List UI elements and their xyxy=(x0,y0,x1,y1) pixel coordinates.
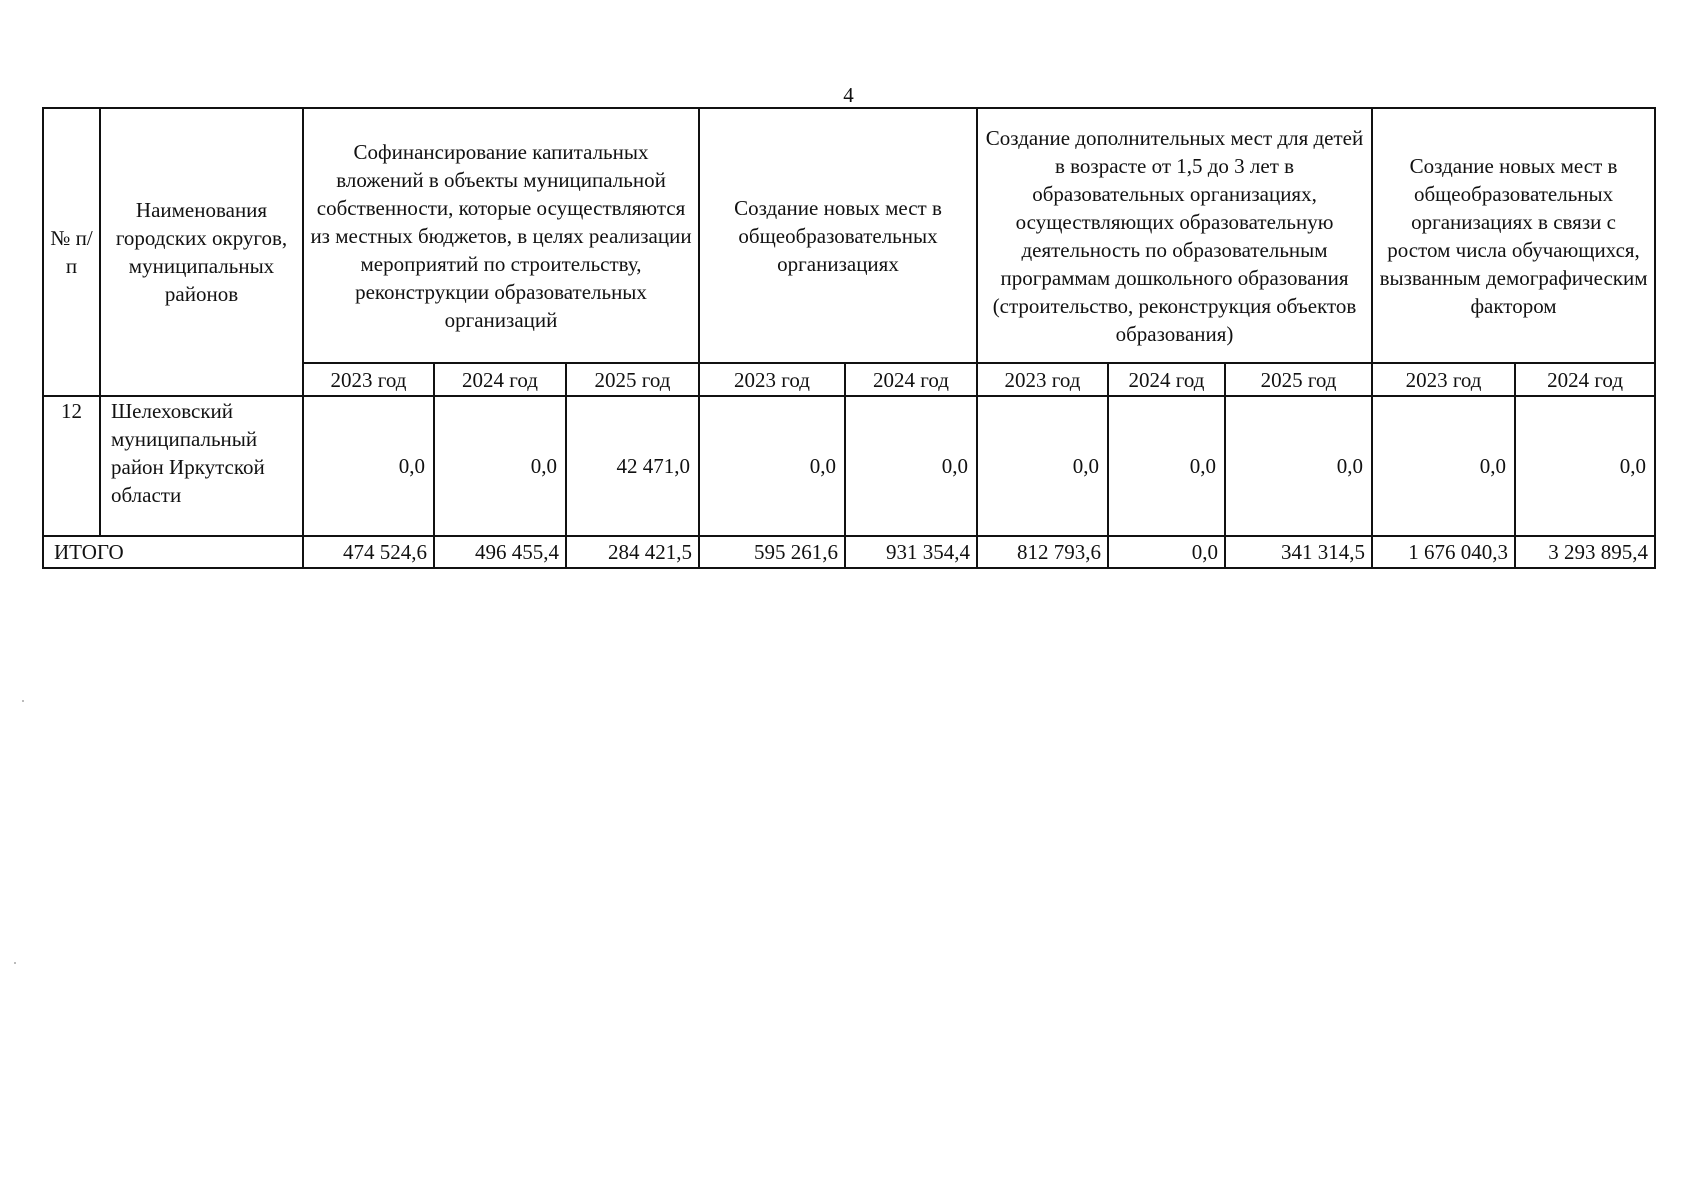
year-header: 2025 год xyxy=(1225,363,1372,396)
row-number: 12 xyxy=(43,396,100,536)
year-header: 2023 год xyxy=(977,363,1108,396)
year-header: 2025 год xyxy=(566,363,699,396)
total-cell: 0,0 xyxy=(1108,536,1225,568)
total-cell: 496 455,4 xyxy=(434,536,566,568)
total-cell: 931 354,4 xyxy=(845,536,977,568)
page-number: 4 xyxy=(843,83,854,107)
value-cell: 0,0 xyxy=(977,396,1108,536)
row-name: Шелеховский муниципальный район Иркутской области xyxy=(100,396,303,536)
year-header: 2023 год xyxy=(303,363,434,396)
header-group-preschool-places: Создание дополнительных мест для детей в возрасте от 1,5 до 3 лет в образовательных организациях, осуществляющих образовательную деятельность по образовательным программам дошкольного образования (строительство, реконструкция объектов образования) xyxy=(977,108,1372,363)
year-header: 2024 год xyxy=(1515,363,1655,396)
scan-speck xyxy=(22,700,24,702)
value-cell: 0,0 xyxy=(699,396,845,536)
total-label: ИТОГО xyxy=(43,536,303,568)
value-cell: 0,0 xyxy=(1372,396,1515,536)
total-cell: 1 676 040,3 xyxy=(1372,536,1515,568)
value-cell: 0,0 xyxy=(303,396,434,536)
budget-table xyxy=(42,107,1656,569)
year-header: 2024 год xyxy=(434,363,566,396)
value-cell: 0,0 xyxy=(845,396,977,536)
header-number: № п/п xyxy=(43,108,100,396)
value-cell: 0,0 xyxy=(1108,396,1225,536)
total-cell: 284 421,5 xyxy=(566,536,699,568)
year-header: 2023 год xyxy=(1372,363,1515,396)
total-row xyxy=(43,536,1655,568)
value-cell: 42 471,0 xyxy=(566,396,699,536)
header-group-cofinancing: Софинансирование капитальных вложений в объекты муниципальной собственности, которые осуществляются из местных бюджетов, в целях реализации мероприятий по строительству, реконструкции образовательных организаций xyxy=(303,108,699,363)
value-cell: 0,0 xyxy=(434,396,566,536)
total-cell: 474 524,6 xyxy=(303,536,434,568)
total-cell: 595 261,6 xyxy=(699,536,845,568)
header-group-demographic-places: Создание новых мест в общеобразовательных организациях в связи с ростом числа обучающихся, вызванным демографическим фактором xyxy=(1372,108,1655,363)
total-cell: 812 793,6 xyxy=(977,536,1108,568)
scan-speck xyxy=(14,962,16,964)
header-row-groups xyxy=(43,108,1655,363)
header-name: Наименования городских округов, муниципальных районов xyxy=(100,108,303,396)
value-cell: 0,0 xyxy=(1225,396,1372,536)
year-header: 2023 год xyxy=(699,363,845,396)
value-cell: 0,0 xyxy=(1515,396,1655,536)
total-cell: 341 314,5 xyxy=(1225,536,1372,568)
header-group-new-school-places: Создание новых мест в общеобразовательных организациях xyxy=(699,108,977,363)
year-header: 2024 год xyxy=(1108,363,1225,396)
table-row xyxy=(43,396,1655,536)
total-cell: 3 293 895,4 xyxy=(1515,536,1655,568)
year-header: 2024 год xyxy=(845,363,977,396)
